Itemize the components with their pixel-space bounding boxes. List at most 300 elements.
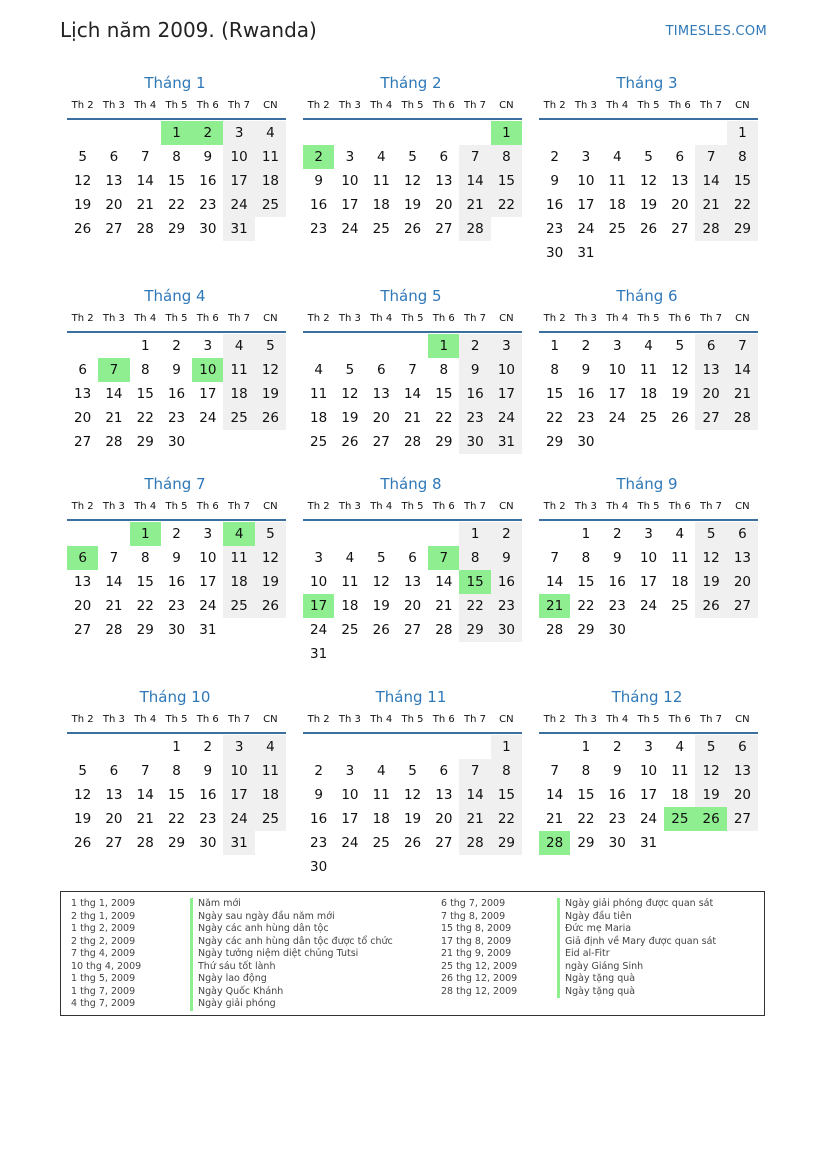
weekday-label: Th 2 (543, 501, 566, 512)
day-cell: 16 (608, 574, 626, 590)
day-cell: 28 (546, 622, 564, 638)
day-cell: 7 (459, 759, 490, 783)
holiday-day-cell: 7 (98, 358, 129, 382)
weekday-label: Th 2 (543, 100, 566, 111)
day-cell: 14 (695, 169, 726, 193)
day-cell: 17 (199, 386, 217, 402)
day-cell: 29 (136, 434, 154, 450)
day-cell: 10 (199, 550, 217, 566)
empty-cell (459, 121, 490, 145)
day-cell: 3 (203, 526, 213, 542)
day-cell: 22 (491, 193, 522, 217)
weekday-label: Th 5 (401, 714, 424, 725)
legend-holiday-name: Eid al-Fitr (557, 948, 716, 961)
day-cell: 11 (223, 546, 254, 570)
day-cell: 27 (435, 835, 453, 851)
weekday-label: Th 6 (196, 714, 219, 725)
day-cell: 13 (403, 574, 422, 590)
day-cell: 28 (435, 622, 453, 638)
weekday-label: CN (499, 313, 514, 324)
day-cell: 10 (639, 763, 658, 779)
day-cell: 14 (459, 169, 490, 193)
day-cell: 15 (136, 574, 154, 590)
month-name: Tháng 3 (616, 74, 678, 92)
day-cell: 31 (199, 622, 217, 638)
day-cell: 6 (695, 334, 726, 358)
legend-holiday-name: Ngày đầu tiên (557, 911, 716, 924)
holiday-day-cell: 6 (67, 546, 98, 570)
weekday-label: Th 7 (464, 714, 487, 725)
weekday-label: Th 3 (338, 100, 361, 111)
day-cell: 31 (577, 245, 595, 261)
day-cell: 24 (341, 221, 359, 237)
day-cell: 16 (459, 382, 490, 406)
day-cell: 7 (550, 550, 559, 566)
day-cell: 24 (310, 622, 328, 638)
day-cell: 8 (491, 759, 522, 783)
weekday-label: CN (735, 313, 750, 324)
day-cell: 21 (695, 193, 726, 217)
day-cell: 28 (459, 217, 490, 241)
day-cell: 29 (459, 618, 490, 642)
weekday-label: CN (499, 501, 514, 512)
month-block (64, 285, 286, 454)
weekday-label: Th 5 (401, 501, 424, 512)
day-cell: 8 (439, 362, 449, 378)
weekday-label: Th 4 (134, 501, 157, 512)
legend-holiday-name: Ngày Quốc Khánh (190, 986, 393, 999)
day-cell: 16 (577, 386, 595, 402)
day-cell: 15 (435, 386, 453, 402)
weekday-header (303, 708, 522, 734)
holiday-day-cell: 25 (664, 807, 695, 831)
weekday-label: Th 6 (432, 501, 455, 512)
weekday-label: Th 3 (338, 313, 361, 324)
day-cell: 18 (671, 787, 689, 803)
day-cell: 3 (644, 739, 653, 755)
weekday-label: CN (499, 714, 514, 725)
day-cell: 17 (608, 386, 626, 402)
day-cell: 16 (199, 787, 217, 803)
weekday-label: Th 7 (464, 501, 487, 512)
day-cell: 27 (105, 835, 123, 851)
empty-cell (303, 522, 334, 546)
day-cell: 26 (255, 406, 286, 430)
day-cell: 1 (581, 739, 591, 755)
day-cell: 9 (203, 149, 213, 165)
holiday-day-cell: 1 (130, 522, 161, 546)
day-cell: 25 (608, 221, 626, 237)
empty-cell (570, 121, 601, 145)
day-cell: 23 (546, 221, 564, 237)
legend-date: 21 thg 9, 2009 (441, 948, 512, 959)
holiday-day-cell: 10 (192, 358, 223, 382)
weekday-label: Th 2 (307, 313, 330, 324)
day-cell: 26 (74, 221, 92, 237)
month-block (536, 473, 758, 642)
day-cell: 14 (136, 787, 154, 803)
weekday-label: Th 4 (134, 100, 157, 111)
day-cell: 19 (403, 811, 422, 827)
day-cell: 30 (167, 434, 186, 450)
day-cell: 2 (612, 526, 622, 542)
empty-cell (695, 121, 726, 145)
day-cell: 21 (435, 598, 453, 614)
legend-date: 10 thg 4, 2009 (71, 960, 142, 972)
day-cell: 21 (546, 811, 564, 827)
weekday-label: Th 4 (370, 501, 393, 512)
weekday-header (67, 495, 286, 521)
day-cell: 5 (345, 362, 355, 378)
day-grid (67, 521, 286, 642)
day-cell: 13 (435, 173, 453, 189)
day-cell: 3 (581, 149, 591, 165)
day-cell: 21 (459, 807, 490, 831)
day-grid (539, 734, 758, 855)
month-block (300, 686, 522, 879)
weekday-label: Th 2 (543, 714, 566, 725)
weekday-label: Th 2 (71, 313, 94, 324)
empty-cell (334, 522, 365, 546)
day-cell: 19 (255, 570, 286, 594)
day-cell: 20 (74, 410, 92, 426)
holiday-day-cell: 2 (303, 145, 334, 169)
day-cell: 8 (581, 763, 591, 779)
day-cell: 2 (172, 338, 181, 354)
day-cell: 11 (671, 763, 689, 779)
day-cell: 24 (608, 410, 626, 426)
empty-cell (303, 334, 334, 358)
legend-holiday-name: Thứ sáu tốt lành (190, 961, 393, 974)
day-cell: 8 (550, 362, 559, 378)
day-cell: 16 (167, 386, 186, 402)
day-cell: 30 (546, 245, 564, 261)
day-cell: 21 (136, 197, 154, 213)
weekday-label: Th 4 (606, 313, 629, 324)
day-cell: 25 (223, 594, 254, 618)
day-cell: 31 (223, 217, 254, 241)
day-cell: 8 (140, 550, 150, 566)
day-cell: 4 (345, 550, 355, 566)
weekday-label: Th 3 (574, 100, 597, 111)
legend-date: 15 thg 8, 2009 (441, 923, 512, 934)
day-cell: 3 (644, 526, 653, 542)
day-cell: 7 (140, 149, 150, 165)
weekday-label: Th 7 (700, 714, 723, 725)
day-cell: 18 (223, 570, 254, 594)
day-cell: 26 (74, 835, 92, 851)
weekday-label: CN (735, 100, 750, 111)
day-cell: 4 (644, 338, 653, 354)
day-cell: 18 (608, 197, 626, 213)
day-cell: 18 (255, 783, 286, 807)
day-cell: 18 (372, 197, 390, 213)
day-cell: 6 (439, 149, 449, 165)
month-block (536, 686, 758, 855)
weekday-label: Th 6 (196, 313, 219, 324)
empty-cell (98, 522, 129, 546)
day-cell: 15 (491, 169, 522, 193)
weekday-header (539, 495, 758, 521)
day-cell: 22 (167, 811, 186, 827)
weekday-label: CN (735, 714, 750, 725)
day-cell: 5 (376, 550, 386, 566)
day-cell: 23 (199, 811, 217, 827)
empty-cell (98, 334, 129, 358)
day-cell: 12 (255, 358, 286, 382)
day-cell: 23 (608, 598, 626, 614)
day-cell: 3 (223, 735, 254, 759)
day-cell: 25 (341, 622, 359, 638)
empty-cell (67, 522, 98, 546)
day-cell: 18 (255, 169, 286, 193)
day-cell: 6 (727, 522, 758, 546)
day-cell: 21 (105, 410, 123, 426)
holiday-day-cell: 1 (428, 334, 459, 358)
day-cell: 20 (727, 570, 758, 594)
day-cell: 12 (671, 362, 689, 378)
month-name: Tháng 7 (144, 475, 206, 493)
day-cell: 16 (491, 570, 522, 594)
day-cell: 7 (408, 362, 417, 378)
day-cell: 10 (223, 145, 254, 169)
day-cell: 9 (314, 787, 323, 803)
month-name: Tháng 12 (611, 688, 683, 706)
day-cell: 12 (372, 574, 390, 590)
weekday-header (67, 708, 286, 734)
weekday-label: Th 3 (338, 501, 361, 512)
month-name: Tháng 4 (144, 287, 206, 305)
holiday-day-cell: 26 (695, 807, 726, 831)
weekday-label: Th 2 (71, 714, 94, 725)
day-cell: 11 (372, 787, 390, 803)
legend-holiday-name: Năm mới (190, 898, 393, 911)
day-grid (303, 734, 522, 879)
site-link[interactable]: TIMESLES.COM (665, 24, 767, 39)
day-cell: 19 (74, 811, 92, 827)
day-cell: 11 (639, 362, 658, 378)
weekday-header (303, 307, 522, 333)
weekday-label: Th 7 (700, 313, 723, 324)
day-cell: 2 (491, 522, 522, 546)
legend-date: 4 thg 7, 2009 (71, 998, 136, 1009)
weekday-label: Th 7 (228, 100, 251, 111)
legend-date: 25 thg 12, 2009 (441, 960, 518, 972)
day-cell: 12 (639, 173, 658, 189)
day-cell: 24 (491, 406, 522, 430)
empty-cell (428, 735, 459, 759)
legend-date: 1 thg 5, 2009 (71, 973, 136, 984)
empty-cell (334, 121, 365, 145)
legend-date: 17 thg 8, 2009 (441, 935, 512, 947)
legend-date: 6 thg 7, 2009 (441, 898, 506, 909)
empty-cell (303, 735, 334, 759)
day-cell: 1 (581, 526, 591, 542)
day-cell: 20 (105, 197, 123, 213)
month-name: Tháng 2 (380, 74, 442, 92)
day-cell: 13 (727, 759, 758, 783)
day-cell: 8 (172, 149, 181, 165)
day-cell: 19 (255, 382, 286, 406)
day-cell: 10 (341, 173, 359, 189)
day-cell: 10 (341, 787, 359, 803)
day-cell: 19 (695, 783, 726, 807)
day-cell: 14 (105, 574, 123, 590)
weekday-label: Th 5 (165, 100, 188, 111)
weekday-label: Th 5 (401, 100, 424, 111)
holiday-legend (60, 891, 765, 1016)
day-cell: 22 (727, 193, 758, 217)
day-cell: 17 (577, 197, 595, 213)
day-cell: 17 (199, 574, 217, 590)
legend-holiday-name: Ngày giải phóng (190, 998, 393, 1011)
day-cell: 24 (341, 835, 359, 851)
weekday-label: Th 6 (196, 100, 219, 111)
empty-cell (366, 522, 397, 546)
weekday-label: Th 6 (196, 501, 219, 512)
day-cell: 18 (223, 382, 254, 406)
holiday-day-cell: 1 (491, 121, 522, 145)
day-cell: 26 (403, 835, 422, 851)
day-cell: 28 (459, 831, 490, 855)
day-cell: 24 (223, 807, 254, 831)
day-cell: 21 (136, 811, 154, 827)
weekday-label: Th 6 (668, 100, 691, 111)
day-cell: 28 (136, 835, 154, 851)
day-cell: 6 (109, 149, 119, 165)
empty-cell (428, 522, 459, 546)
day-cell: 12 (74, 173, 92, 189)
day-cell: 20 (74, 598, 92, 614)
holiday-day-cell: 1 (161, 121, 192, 145)
empty-cell (130, 121, 161, 145)
month-block (300, 285, 522, 454)
day-cell: 22 (459, 594, 490, 618)
day-cell: 29 (136, 622, 154, 638)
day-cell: 23 (310, 221, 328, 237)
day-cell: 25 (223, 406, 254, 430)
day-cell: 9 (172, 362, 181, 378)
day-cell: 30 (199, 221, 217, 237)
legend-left-dates (71, 898, 141, 1011)
empty-cell (664, 121, 695, 145)
day-cell: 11 (372, 173, 390, 189)
weekday-label: CN (499, 100, 514, 111)
weekday-header (67, 307, 286, 333)
day-cell: 26 (341, 434, 359, 450)
weekday-label: CN (263, 501, 278, 512)
day-cell: 13 (695, 358, 726, 382)
day-cell: 20 (372, 410, 390, 426)
day-cell: 7 (109, 550, 119, 566)
day-cell: 14 (727, 358, 758, 382)
day-cell: 11 (223, 358, 254, 382)
day-cell: 26 (639, 221, 658, 237)
day-cell: 20 (403, 598, 422, 614)
day-cell: 22 (546, 410, 564, 426)
legend-holiday-name: Ngày sau ngày đầu năm mới (190, 911, 393, 924)
empty-cell (130, 735, 161, 759)
empty-cell (428, 121, 459, 145)
weekday-label: Th 2 (307, 714, 330, 725)
legend-right-dates (441, 898, 517, 998)
day-cell: 19 (403, 197, 422, 213)
day-cell: 20 (727, 783, 758, 807)
day-cell: 23 (608, 811, 626, 827)
day-cell: 25 (639, 410, 658, 426)
weekday-label: Th 3 (102, 313, 125, 324)
month-name: Tháng 10 (139, 688, 211, 706)
legend-holiday-name: Giả định về Mary được quan sát (557, 936, 716, 949)
empty-cell (397, 334, 428, 358)
day-grid (67, 120, 286, 241)
day-cell: 11 (671, 550, 689, 566)
day-cell: 4 (255, 121, 286, 145)
empty-cell (334, 334, 365, 358)
weekday-label: Th 3 (102, 100, 125, 111)
day-cell: 12 (403, 787, 422, 803)
day-cell: 9 (203, 763, 213, 779)
day-cell: 9 (459, 358, 490, 382)
weekday-label: Th 5 (637, 313, 660, 324)
day-cell: 29 (577, 835, 595, 851)
month-name: Tháng 9 (616, 475, 678, 493)
day-cell: 28 (105, 434, 123, 450)
day-cell: 29 (577, 622, 595, 638)
empty-cell (303, 121, 334, 145)
day-cell: 25 (255, 193, 286, 217)
weekday-label: Th 5 (165, 313, 188, 324)
empty-cell (366, 334, 397, 358)
day-cell: 6 (439, 763, 449, 779)
day-cell: 7 (459, 145, 490, 169)
empty-cell (633, 121, 664, 145)
month-name: Tháng 5 (380, 287, 442, 305)
day-cell: 7 (727, 334, 758, 358)
day-cell: 3 (345, 149, 355, 165)
day-cell: 1 (727, 121, 758, 145)
holiday-day-cell: 4 (223, 522, 254, 546)
day-cell: 20 (695, 382, 726, 406)
weekday-label: Th 2 (307, 100, 330, 111)
legend-date: 2 thg 2, 2009 (71, 935, 136, 947)
day-cell: 23 (167, 410, 186, 426)
day-cell: 2 (314, 763, 323, 779)
day-cell: 8 (172, 763, 181, 779)
day-cell: 9 (612, 763, 622, 779)
weekday-label: Th 3 (338, 714, 361, 725)
day-cell: 6 (727, 735, 758, 759)
day-cell: 22 (491, 807, 522, 831)
day-cell: 27 (435, 221, 453, 237)
day-cell: 30 (577, 434, 595, 450)
day-cell: 31 (223, 831, 254, 855)
legend-holiday-name: ngày Giáng Sinh (557, 961, 716, 974)
day-cell: 20 (435, 811, 453, 827)
weekday-label: Th 5 (401, 313, 424, 324)
month-block (536, 72, 758, 265)
day-cell: 25 (372, 221, 390, 237)
day-cell: 21 (105, 598, 123, 614)
day-cell: 29 (491, 831, 522, 855)
day-cell: 9 (172, 550, 181, 566)
day-cell: 21 (403, 410, 422, 426)
weekday-header (539, 708, 758, 734)
day-cell: 25 (372, 835, 390, 851)
day-cell: 22 (435, 410, 453, 426)
day-cell: 16 (167, 574, 186, 590)
day-cell: 15 (136, 386, 154, 402)
